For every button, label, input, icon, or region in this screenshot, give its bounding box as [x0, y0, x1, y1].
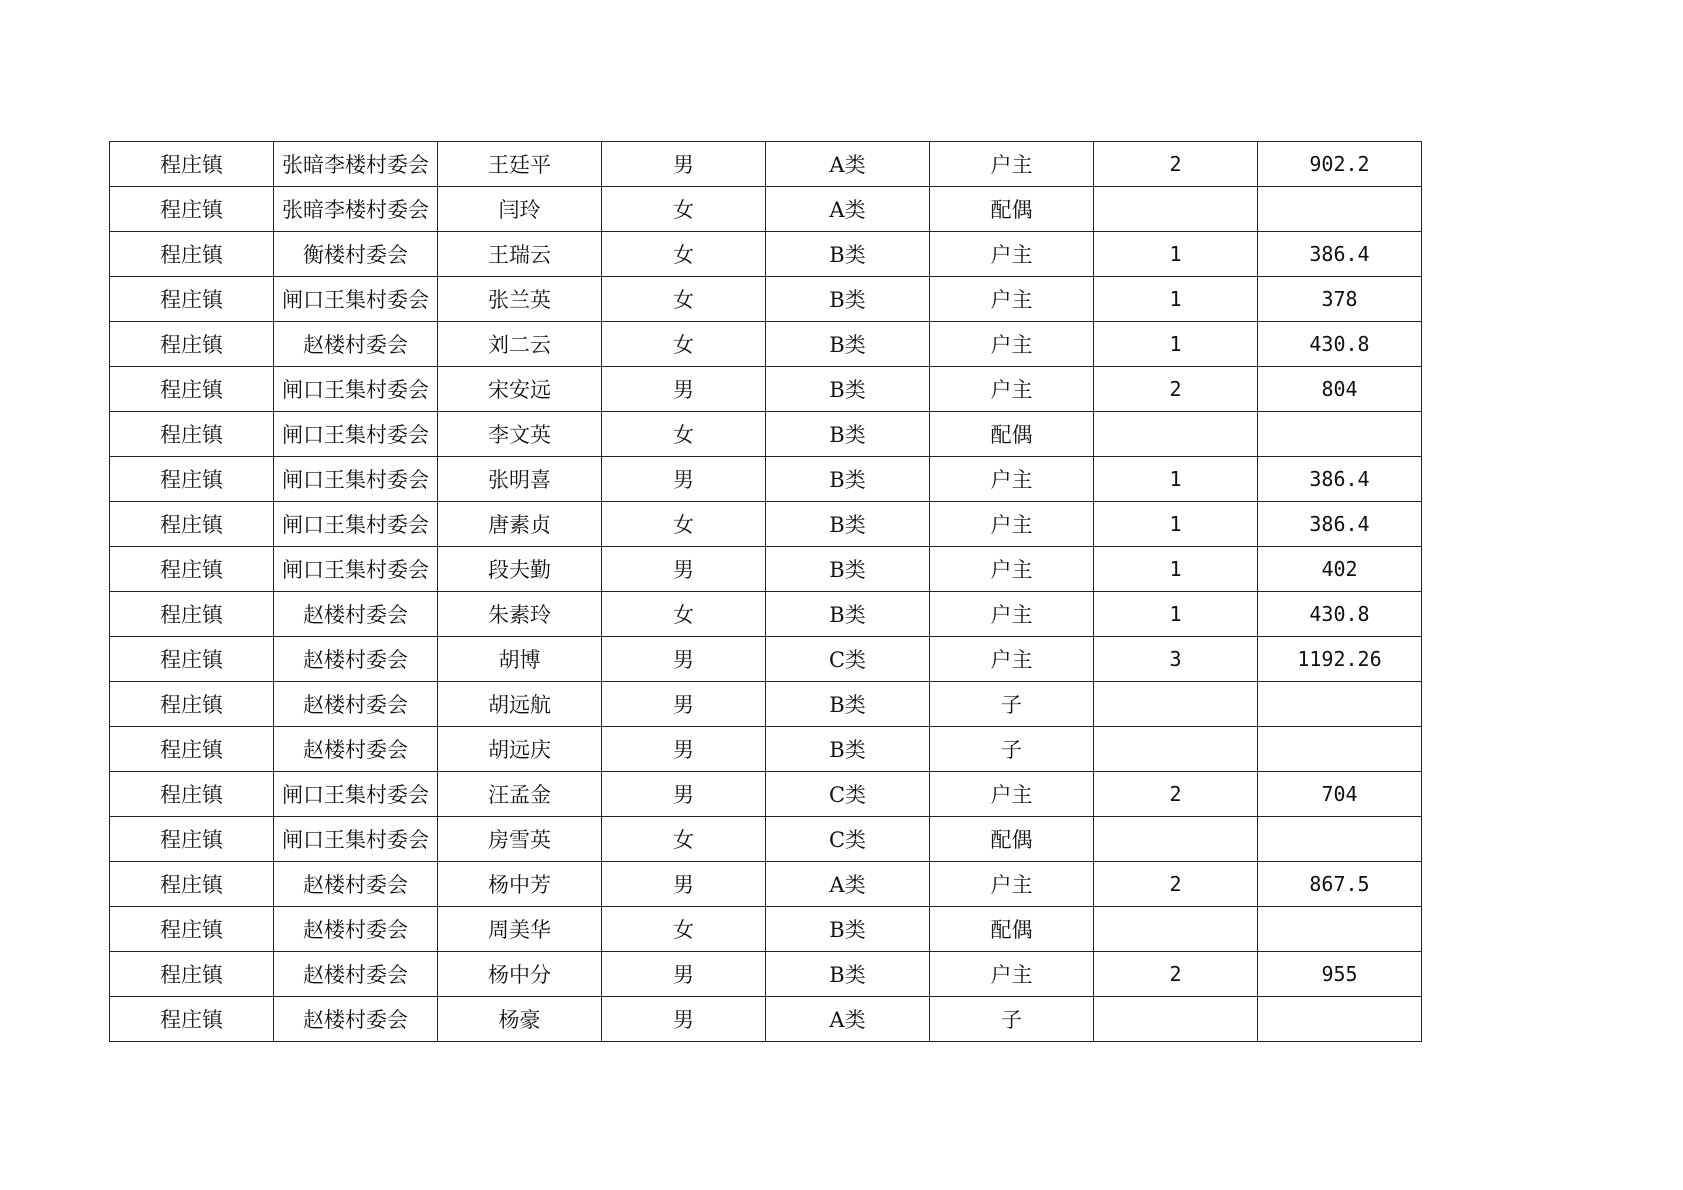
cell-village: 闸口王集村委会 [274, 772, 438, 817]
cell-amount: 430.8 [1258, 592, 1422, 637]
cell-name: 张明喜 [438, 457, 602, 502]
cell-amount [1258, 187, 1422, 232]
cell-category: B类 [766, 907, 930, 952]
cell-name: 李文英 [438, 412, 602, 457]
cell-town: 程庄镇 [110, 547, 274, 592]
cell-category: B类 [766, 727, 930, 772]
cell-relation: 户主 [930, 232, 1094, 277]
cell-amount [1258, 412, 1422, 457]
cell-amount [1258, 727, 1422, 772]
cell-count: 2 [1094, 142, 1258, 187]
table-row [110, 547, 1422, 592]
cell-village: 闸口王集村委会 [274, 412, 438, 457]
cell-name: 王廷平 [438, 142, 602, 187]
cell-gender: 女 [602, 277, 766, 322]
cell-town: 程庄镇 [110, 682, 274, 727]
cell-relation: 户主 [930, 367, 1094, 412]
cell-town: 程庄镇 [110, 817, 274, 862]
cell-relation: 户主 [930, 772, 1094, 817]
cell-village: 赵楼村委会 [274, 592, 438, 637]
table-row [110, 727, 1422, 772]
cell-village: 赵楼村委会 [274, 322, 438, 367]
cell-count: 1 [1094, 322, 1258, 367]
cell-amount [1258, 997, 1422, 1042]
table-row [110, 817, 1422, 862]
cell-gender: 男 [602, 457, 766, 502]
table-row [110, 322, 1422, 367]
cell-town: 程庄镇 [110, 232, 274, 277]
cell-category: A类 [766, 862, 930, 907]
cell-name: 杨中分 [438, 952, 602, 997]
table-row [110, 637, 1422, 682]
cell-amount [1258, 817, 1422, 862]
cell-village: 赵楼村委会 [274, 997, 438, 1042]
cell-village: 赵楼村委会 [274, 682, 438, 727]
table-row [110, 997, 1422, 1042]
cell-name: 房雪英 [438, 817, 602, 862]
cell-town: 程庄镇 [110, 592, 274, 637]
cell-gender: 女 [602, 322, 766, 367]
cell-gender: 男 [602, 637, 766, 682]
cell-count: 2 [1094, 367, 1258, 412]
cell-count [1094, 682, 1258, 727]
cell-count [1094, 727, 1258, 772]
cell-category: B类 [766, 232, 930, 277]
cell-name: 汪孟金 [438, 772, 602, 817]
cell-amount: 955 [1258, 952, 1422, 997]
cell-gender: 男 [602, 862, 766, 907]
cell-amount: 1192.26 [1258, 637, 1422, 682]
cell-village: 闸口王集村委会 [274, 457, 438, 502]
cell-gender: 女 [602, 502, 766, 547]
cell-count: 3 [1094, 637, 1258, 682]
cell-gender: 男 [602, 772, 766, 817]
cell-name: 闫玲 [438, 187, 602, 232]
cell-relation: 户主 [930, 592, 1094, 637]
cell-name: 杨中芳 [438, 862, 602, 907]
table-row [110, 187, 1422, 232]
cell-village: 闸口王集村委会 [274, 502, 438, 547]
cell-gender: 男 [602, 547, 766, 592]
cell-amount: 386.4 [1258, 232, 1422, 277]
table-row [110, 772, 1422, 817]
cell-village: 张暗李楼村委会 [274, 142, 438, 187]
cell-gender: 男 [602, 142, 766, 187]
table-row [110, 277, 1422, 322]
cell-amount: 430.8 [1258, 322, 1422, 367]
cell-amount: 386.4 [1258, 502, 1422, 547]
cell-town: 程庄镇 [110, 412, 274, 457]
cell-village: 赵楼村委会 [274, 637, 438, 682]
cell-name: 周美华 [438, 907, 602, 952]
cell-amount: 804 [1258, 367, 1422, 412]
cell-gender: 女 [602, 412, 766, 457]
cell-amount: 402 [1258, 547, 1422, 592]
cell-relation: 配偶 [930, 412, 1094, 457]
cell-category: C类 [766, 772, 930, 817]
cell-town: 程庄镇 [110, 862, 274, 907]
cell-category: C类 [766, 637, 930, 682]
cell-village: 赵楼村委会 [274, 727, 438, 772]
cell-relation: 户主 [930, 547, 1094, 592]
cell-category: B类 [766, 277, 930, 322]
cell-name: 刘二云 [438, 322, 602, 367]
cell-amount: 378 [1258, 277, 1422, 322]
table-body [110, 142, 1422, 1042]
cell-name: 张兰英 [438, 277, 602, 322]
cell-count [1094, 907, 1258, 952]
cell-relation: 户主 [930, 322, 1094, 367]
cell-relation: 子 [930, 727, 1094, 772]
cell-count: 1 [1094, 457, 1258, 502]
cell-count: 2 [1094, 862, 1258, 907]
cell-relation: 配偶 [930, 907, 1094, 952]
cell-category: B类 [766, 592, 930, 637]
cell-amount [1258, 907, 1422, 952]
cell-amount: 867.5 [1258, 862, 1422, 907]
table-row [110, 862, 1422, 907]
table-row [110, 142, 1422, 187]
table-row [110, 907, 1422, 952]
cell-category: B类 [766, 952, 930, 997]
cell-amount [1258, 682, 1422, 727]
cell-category: B类 [766, 412, 930, 457]
cell-relation: 户主 [930, 502, 1094, 547]
cell-count [1094, 412, 1258, 457]
cell-category: A类 [766, 997, 930, 1042]
cell-relation: 配偶 [930, 187, 1094, 232]
cell-town: 程庄镇 [110, 277, 274, 322]
cell-town: 程庄镇 [110, 502, 274, 547]
cell-town: 程庄镇 [110, 952, 274, 997]
cell-town: 程庄镇 [110, 457, 274, 502]
table-row [110, 592, 1422, 637]
cell-amount: 704 [1258, 772, 1422, 817]
cell-count: 2 [1094, 952, 1258, 997]
table-row [110, 682, 1422, 727]
cell-town: 程庄镇 [110, 142, 274, 187]
cell-gender: 男 [602, 367, 766, 412]
cell-relation: 户主 [930, 862, 1094, 907]
cell-town: 程庄镇 [110, 187, 274, 232]
cell-town: 程庄镇 [110, 907, 274, 952]
cell-gender: 男 [602, 997, 766, 1042]
cell-count [1094, 817, 1258, 862]
cell-village: 张暗李楼村委会 [274, 187, 438, 232]
cell-village: 赵楼村委会 [274, 907, 438, 952]
cell-category: B类 [766, 682, 930, 727]
cell-amount: 902.2 [1258, 142, 1422, 187]
cell-gender: 女 [602, 232, 766, 277]
cell-village: 闸口王集村委会 [274, 367, 438, 412]
cell-town: 程庄镇 [110, 322, 274, 367]
cell-village: 闸口王集村委会 [274, 277, 438, 322]
cell-count [1094, 187, 1258, 232]
cell-gender: 女 [602, 907, 766, 952]
table-row [110, 367, 1422, 412]
cell-gender: 女 [602, 817, 766, 862]
cell-count: 1 [1094, 277, 1258, 322]
cell-name: 胡远庆 [438, 727, 602, 772]
cell-category: B类 [766, 322, 930, 367]
cell-gender: 男 [602, 682, 766, 727]
cell-relation: 配偶 [930, 817, 1094, 862]
cell-relation: 户主 [930, 637, 1094, 682]
table-row [110, 952, 1422, 997]
cell-category: B类 [766, 367, 930, 412]
cell-relation: 子 [930, 682, 1094, 727]
cell-category: B类 [766, 502, 930, 547]
cell-relation: 子 [930, 997, 1094, 1042]
cell-town: 程庄镇 [110, 772, 274, 817]
cell-name: 段夫勤 [438, 547, 602, 592]
cell-name: 宋安远 [438, 367, 602, 412]
cell-relation: 户主 [930, 952, 1094, 997]
cell-name: 朱素玲 [438, 592, 602, 637]
cell-town: 程庄镇 [110, 367, 274, 412]
cell-category: A类 [766, 187, 930, 232]
cell-relation: 户主 [930, 142, 1094, 187]
cell-count: 2 [1094, 772, 1258, 817]
cell-count: 1 [1094, 502, 1258, 547]
cell-relation: 户主 [930, 457, 1094, 502]
cell-count: 1 [1094, 547, 1258, 592]
cell-village: 赵楼村委会 [274, 862, 438, 907]
cell-count: 1 [1094, 232, 1258, 277]
cell-name: 王瑞云 [438, 232, 602, 277]
cell-name: 唐素贞 [438, 502, 602, 547]
cell-town: 程庄镇 [110, 997, 274, 1042]
cell-category: B类 [766, 547, 930, 592]
cell-gender: 女 [602, 187, 766, 232]
table-row [110, 502, 1422, 547]
cell-name: 胡博 [438, 637, 602, 682]
cell-town: 程庄镇 [110, 637, 274, 682]
table-row [110, 457, 1422, 502]
cell-village: 闸口王集村委会 [274, 547, 438, 592]
cell-village: 闸口王集村委会 [274, 817, 438, 862]
cell-category: B类 [766, 457, 930, 502]
cell-count: 1 [1094, 592, 1258, 637]
cell-gender: 女 [602, 592, 766, 637]
cell-gender: 男 [602, 727, 766, 772]
table-row [110, 412, 1422, 457]
cell-category: C类 [766, 817, 930, 862]
cell-relation: 户主 [930, 277, 1094, 322]
cell-name: 胡远航 [438, 682, 602, 727]
table-row [110, 232, 1422, 277]
data-table [109, 141, 1422, 1042]
cell-count [1094, 997, 1258, 1042]
cell-name: 杨豪 [438, 997, 602, 1042]
cell-town: 程庄镇 [110, 727, 274, 772]
cell-village: 衡楼村委会 [274, 232, 438, 277]
cell-gender: 男 [602, 952, 766, 997]
cell-amount: 386.4 [1258, 457, 1422, 502]
cell-village: 赵楼村委会 [274, 952, 438, 997]
cell-category: A类 [766, 142, 930, 187]
